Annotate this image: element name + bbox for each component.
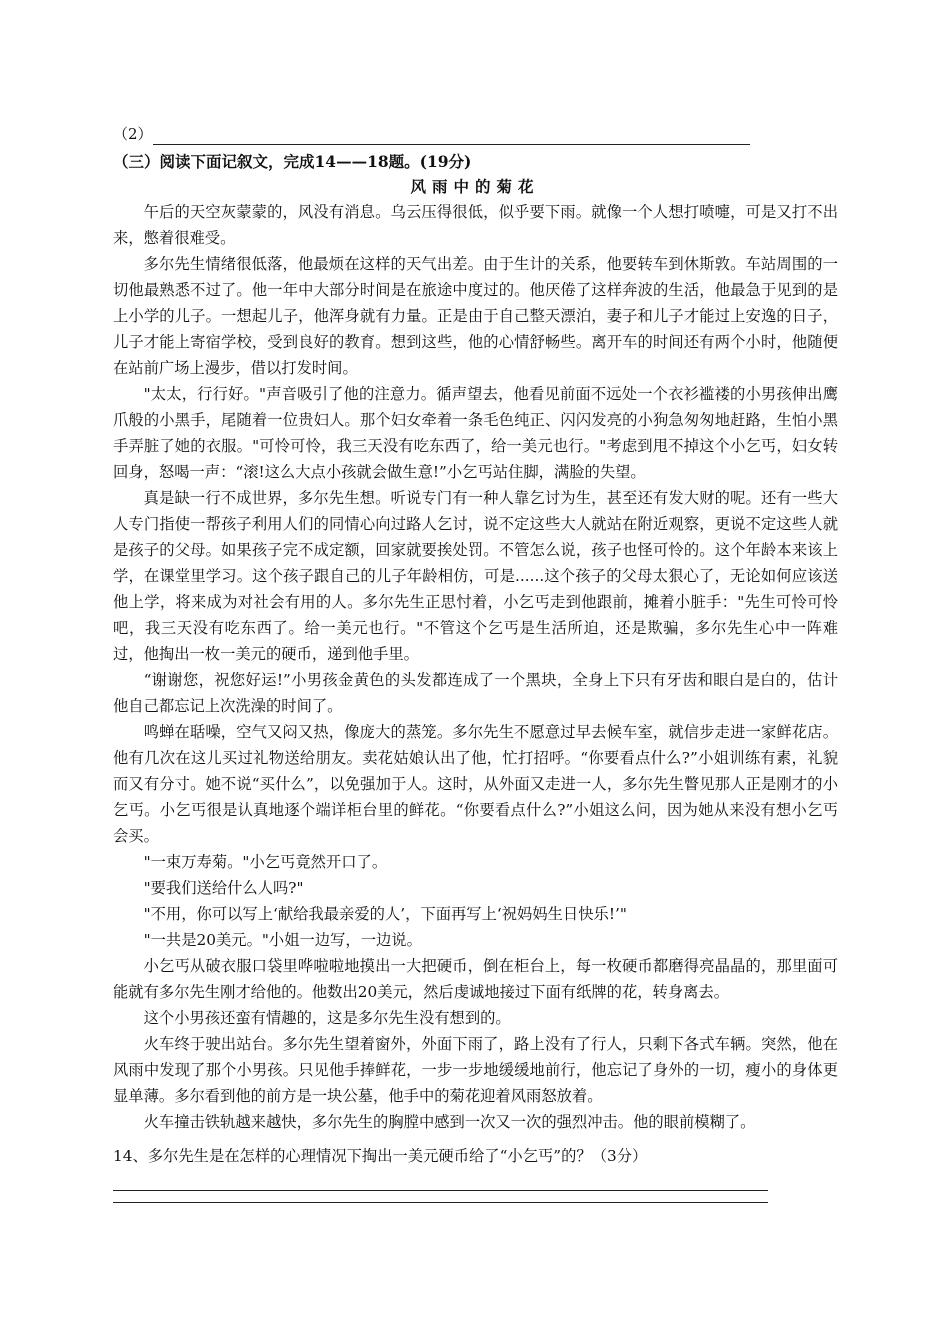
paragraph: "太太，行行好。"声音吸引了他的注意力。循声望去，他看见前面不远处一个衣衫褴褛的小男孩伸出鹰爪般的小黑手，尾随着一位贵妇人。那个妇女牵着一条毛色纯正、闪闪发亮的小狗急匆匆地赶路，生怕小黑手弄脏了她的衣服。"可怜可怜，我三天没有吃东西了，给一美元也行。"考虑到甩不掉这个小乞丐，妇女转回身，怒喝一声：“滚!这么大点小孩就会做生意!”小乞丐站住脚，满脸的失望。: [113, 385, 838, 481]
answer-line[interactable]: [113, 1190, 768, 1191]
answer-line[interactable]: [113, 1202, 768, 1203]
story-title: 风雨中的菊花: [410, 177, 540, 196]
paragraph: 火车撞击铁轨越来越快，多尔先生的胸膛中感到一次又一次的强烈冲击。他的眼前模糊了。: [143, 1113, 756, 1131]
paragraph: "要我们送给什么人吗?": [143, 879, 304, 897]
blank-underline: [153, 144, 750, 145]
paragraph: 午后的天空灰蒙蒙的，风没有消息。乌云压得很低，似乎要下雨。就像一个人想打喷嚏，可是又打不出来，憋着很难受。: [113, 203, 838, 247]
paragraph: "一束万寿菊。"小乞丐竟然开口了。: [143, 853, 388, 871]
paragraph: 鸣蝉在聒噪，空气又闷又热，像庞大的蒸笼。多尔先生不愿意过早去候车室，就信步走进一家鲜花店。他有几次在这儿买过礼物送给朋友。卖花姑娘认出了他，忙打招呼。“你要看点什么?”小姐训练有素，礼貌而又有分寸。她不说“买什么”，以免强加于人。这时，从外面又走进一人，多尔先生瞥见那人正是刚才的小乞丐。小乞丐很是认真地逐个端详柜台里的鲜花。“你要看点什么?”小姐这么问，因为她从来没有想小乞丐会买。: [113, 723, 838, 845]
blank-number: （2）: [113, 125, 153, 143]
paragraph: 多尔先生情绪很低落，他最烦在这样的天气出差。由于生计的关系，他要转车到休斯敦。车站周围的一切他最熟悉不过了。他一年中大部分时间是在旅途中度过的。他厌倦了这样奔波的生活，他最急于见到的是上小学的儿子。一想起儿子，他浑身就有力量。正是由于自己整天漂泊，妻子和儿子才能过上安逸的日子，儿子才能上寄宿学校，受到良好的教育。想到这些，他的心情舒畅些。离开车的时间还有两个小时，他随便在站前广场上漫步，借以打发时间。: [113, 255, 838, 377]
paragraph: 火车终于驶出站台。多尔先生望着窗外，外面下雨了，路上没有了行人，只剩下各式车辆。突然，他在风雨中发现了那个小男孩。只见他手捧鲜花，一步一步地缓缓地前行，他忘记了身外的一切，瘦小的身体更显单薄。多尔看到他的前方是一块公墓，他手中的菊花迎着风雨怒放着。: [113, 1035, 838, 1105]
paragraph: “谢谢您，祝您好运!”小男孩金黄色的头发都连成了一个黑块，全身上下只有牙齿和眼白是白的，估计他自己都忘记上次洗澡的时间了。: [113, 671, 838, 715]
paragraph: "不用，你可以写上‘献给我最亲爱的人’，下面再写上‘祝妈妈生日快乐!’": [143, 905, 627, 923]
paragraph: 这个小男孩还蛮有情趣的，这是多尔先生没有想到的。: [143, 1009, 511, 1027]
question-14: 14、多尔先生是在怎样的心理情况下掏出一美元硬币给了“小乞丐”的？（3分）: [113, 1147, 648, 1165]
paragraph: "一共是20美元。"小姐一边写，一边说。: [143, 931, 422, 949]
story-body: [113, 199, 838, 1135]
section-heading: （三）阅读下面记叙文，完成14——18题。(19分): [113, 152, 472, 171]
paragraph: 真是缺一行不成世界，多尔先生想。听说专门有一种人靠乞讨为生，甚至还有发大财的呢。还有一些大人专门指使一帮孩子利用人们的同情心向过路人乞讨，说不定这些大人就站在附近观察，更说不定这些人就是孩子的父母。如果孩子完不成定额，回家就要挨处罚。不管怎么说，孩子也怪可怜的。这个年龄本来该上学，在课堂里学习。这个孩子跟自己的儿子年龄相仿，可是......这个孩子的父母太狠心了，无论如何应该送他上学，将来成为对社会有用的人。多尔先生正思忖着，小乞丐走到他跟前，摊着小脏手："先生可怜可怜吧，我三天没有吃东西了。给一美元也行。"不管这个乞丐是生活所迫，还是欺骗，多尔先生心中一阵难过，他掏出一枚一美元的硬币，递到他手里。: [113, 489, 838, 663]
answer-blank-2: [113, 122, 153, 146]
paragraph: 小乞丐从破衣服口袋里哗啦啦地摸出一大把硬币，倒在柜台上，每一枚硬币都磨得亮晶晶的，那里面可能就有多尔先生刚才给他的。他数出20美元，然后虔诚地接过下面有纸牌的花，转身离去。: [113, 957, 838, 1001]
